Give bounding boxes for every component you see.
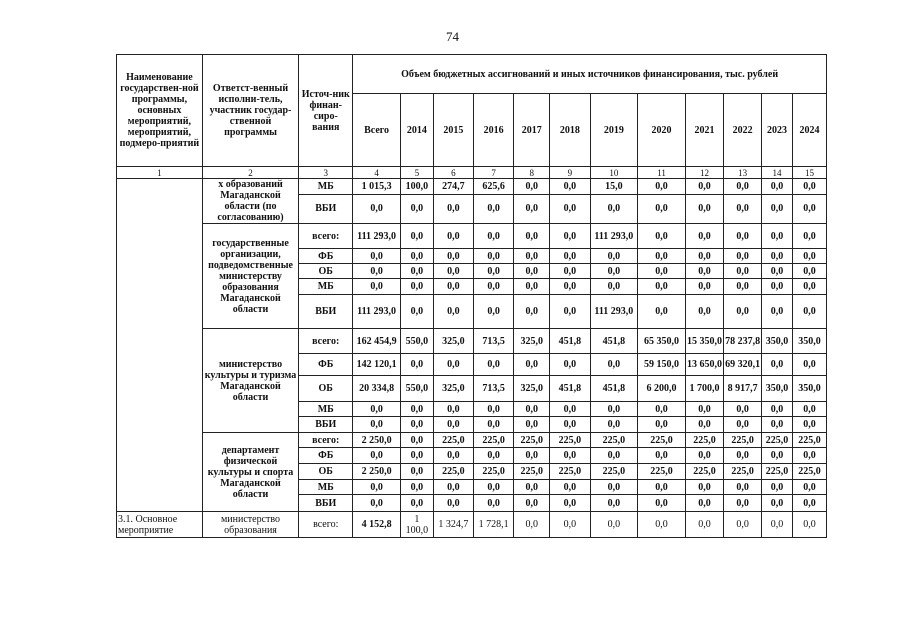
value-cell: 0,0 bbox=[792, 295, 826, 329]
value-cell: 0,0 bbox=[762, 264, 793, 279]
header-year: 2015 bbox=[433, 94, 473, 167]
value-cell: 325,0 bbox=[514, 329, 550, 354]
value-cell: 69 320,1 bbox=[724, 354, 762, 376]
value-cell: 0,0 bbox=[762, 224, 793, 249]
value-cell: 0,0 bbox=[792, 194, 826, 223]
value-cell: 0,0 bbox=[638, 512, 686, 538]
value-cell: 0,0 bbox=[638, 264, 686, 279]
value-cell: 225,0 bbox=[590, 464, 638, 480]
source-cell: МБ bbox=[299, 179, 353, 195]
value-cell: 0,0 bbox=[638, 295, 686, 329]
header-year: 2024 bbox=[792, 94, 826, 167]
header-source: Источ-ник финан-сиро-вания bbox=[299, 55, 353, 167]
value-cell: 0,0 bbox=[400, 464, 433, 480]
source-cell: МБ bbox=[299, 402, 353, 417]
value-cell: 713,5 bbox=[474, 376, 514, 402]
value-cell: 0,0 bbox=[638, 179, 686, 195]
value-cell: 0,0 bbox=[638, 402, 686, 417]
value-cell: 0,0 bbox=[762, 402, 793, 417]
executor-cell: министерство образования bbox=[202, 512, 298, 538]
column-number: 1 bbox=[117, 167, 203, 179]
value-cell: 0,0 bbox=[724, 417, 762, 433]
value-cell: 225,0 bbox=[792, 433, 826, 448]
value-cell: 0,0 bbox=[590, 480, 638, 495]
total-cell: 162 454,9 bbox=[353, 329, 401, 354]
value-cell: 0,0 bbox=[400, 433, 433, 448]
total-cell: 0,0 bbox=[353, 264, 401, 279]
value-cell: 225,0 bbox=[433, 464, 473, 480]
value-cell: 0,0 bbox=[792, 249, 826, 264]
value-cell: 0,0 bbox=[762, 194, 793, 223]
value-cell: 0,0 bbox=[724, 480, 762, 495]
column-number: 6 bbox=[433, 167, 473, 179]
value-cell: 0,0 bbox=[685, 480, 723, 495]
value-cell: 111 293,0 bbox=[590, 224, 638, 249]
executor-cell: государственные организации, подведомственные министерству образования Магаданской области bbox=[202, 224, 298, 329]
value-cell: 0,0 bbox=[474, 194, 514, 223]
executor-cell: х образований Магаданской области (по согласованию) bbox=[202, 179, 298, 224]
value-cell: 0,0 bbox=[792, 354, 826, 376]
value-cell: 0,0 bbox=[590, 495, 638, 512]
header-year: 2019 bbox=[590, 94, 638, 167]
source-cell: ФБ bbox=[299, 448, 353, 464]
value-cell: 225,0 bbox=[638, 464, 686, 480]
value-cell: 0,0 bbox=[792, 279, 826, 295]
value-cell: 0,0 bbox=[762, 495, 793, 512]
source-cell: всего: bbox=[299, 329, 353, 354]
total-cell: 0,0 bbox=[353, 480, 401, 495]
value-cell: 325,0 bbox=[433, 329, 473, 354]
page-number: 74 bbox=[446, 29, 459, 44]
header-year: 2022 bbox=[724, 94, 762, 167]
value-cell: 550,0 bbox=[400, 329, 433, 354]
total-cell: 142 120,1 bbox=[353, 354, 401, 376]
column-number: 8 bbox=[514, 167, 550, 179]
value-cell: 0,0 bbox=[792, 448, 826, 464]
value-cell: 0,0 bbox=[685, 402, 723, 417]
value-cell: 15 350,0 bbox=[685, 329, 723, 354]
column-number: 7 bbox=[474, 167, 514, 179]
value-cell: 0,0 bbox=[514, 295, 550, 329]
value-cell: 0,0 bbox=[400, 295, 433, 329]
budget-table bbox=[116, 54, 827, 538]
value-cell: 0,0 bbox=[638, 194, 686, 223]
header-executor: Ответст-венный исполни-тель, участник государ-ственной программы bbox=[202, 55, 298, 167]
value-cell: 0,0 bbox=[550, 179, 590, 195]
value-cell: 274,7 bbox=[433, 179, 473, 195]
value-cell: 0,0 bbox=[590, 279, 638, 295]
executor-cell: департамент физической культуры и спорта Магаданской области bbox=[202, 433, 298, 512]
value-cell: 0,0 bbox=[550, 480, 590, 495]
total-cell: 2 250,0 bbox=[353, 464, 401, 480]
value-cell: 0,0 bbox=[514, 279, 550, 295]
value-cell: 0,0 bbox=[400, 354, 433, 376]
value-cell: 550,0 bbox=[400, 376, 433, 402]
value-cell: 0,0 bbox=[792, 402, 826, 417]
value-cell: 0,0 bbox=[724, 179, 762, 195]
source-cell: МБ bbox=[299, 279, 353, 295]
value-cell: 0,0 bbox=[514, 224, 550, 249]
header-year: 2023 bbox=[762, 94, 793, 167]
table-body bbox=[117, 179, 827, 538]
value-cell: 0,0 bbox=[685, 495, 723, 512]
value-cell: 15,0 bbox=[590, 179, 638, 195]
total-cell: 0,0 bbox=[353, 495, 401, 512]
value-cell: 59 150,0 bbox=[638, 354, 686, 376]
value-cell: 0,0 bbox=[685, 179, 723, 195]
source-cell: всего: bbox=[299, 512, 353, 538]
value-cell: 65 350,0 bbox=[638, 329, 686, 354]
value-cell: 225,0 bbox=[474, 464, 514, 480]
value-cell: 713,5 bbox=[474, 329, 514, 354]
value-cell: 350,0 bbox=[792, 376, 826, 402]
value-cell: 0,0 bbox=[474, 295, 514, 329]
value-cell: 350,0 bbox=[762, 329, 793, 354]
value-cell: 0,0 bbox=[590, 402, 638, 417]
value-cell: 0,0 bbox=[433, 264, 473, 279]
value-cell: 0,0 bbox=[514, 417, 550, 433]
value-cell: 0,0 bbox=[400, 249, 433, 264]
value-cell: 325,0 bbox=[514, 376, 550, 402]
value-cell: 0,0 bbox=[762, 448, 793, 464]
value-cell: 0,0 bbox=[792, 224, 826, 249]
value-cell: 0,0 bbox=[685, 264, 723, 279]
value-cell: 0,0 bbox=[400, 224, 433, 249]
value-cell: 350,0 bbox=[762, 376, 793, 402]
value-cell: 0,0 bbox=[514, 179, 550, 195]
value-cell: 0,0 bbox=[550, 417, 590, 433]
value-cell: 0,0 bbox=[762, 512, 793, 538]
total-cell: 1 015,3 bbox=[353, 179, 401, 195]
value-cell: 0,0 bbox=[590, 512, 638, 538]
value-cell: 0,0 bbox=[792, 264, 826, 279]
column-number: 14 bbox=[762, 167, 793, 179]
value-cell: 0,0 bbox=[762, 480, 793, 495]
value-cell: 0,0 bbox=[474, 402, 514, 417]
value-cell: 0,0 bbox=[638, 249, 686, 264]
value-cell: 225,0 bbox=[724, 464, 762, 480]
value-cell: 0,0 bbox=[550, 354, 590, 376]
source-cell: ВБИ bbox=[299, 417, 353, 433]
column-number: 5 bbox=[400, 167, 433, 179]
value-cell: 0,0 bbox=[638, 480, 686, 495]
table-row bbox=[117, 179, 827, 195]
value-cell: 0,0 bbox=[474, 354, 514, 376]
value-cell: 0,0 bbox=[590, 417, 638, 433]
value-cell: 0,0 bbox=[400, 417, 433, 433]
value-cell: 0,0 bbox=[474, 224, 514, 249]
value-cell: 1 728,1 bbox=[474, 512, 514, 538]
source-cell: ОБ bbox=[299, 464, 353, 480]
value-cell: 0,0 bbox=[514, 512, 550, 538]
value-cell: 0,0 bbox=[638, 448, 686, 464]
value-cell: 0,0 bbox=[550, 495, 590, 512]
value-cell: 0,0 bbox=[474, 417, 514, 433]
source-cell: ФБ bbox=[299, 249, 353, 264]
value-cell: 6 200,0 bbox=[638, 376, 686, 402]
value-cell: 1 700,0 bbox=[685, 376, 723, 402]
value-cell: 0,0 bbox=[762, 249, 793, 264]
table-row bbox=[117, 433, 827, 448]
value-cell: 0,0 bbox=[474, 448, 514, 464]
value-cell: 0,0 bbox=[433, 417, 473, 433]
header-year: 2020 bbox=[638, 94, 686, 167]
value-cell: 0,0 bbox=[514, 480, 550, 495]
value-cell: 0,0 bbox=[685, 448, 723, 464]
total-cell: 0,0 bbox=[353, 194, 401, 223]
total-cell: 0,0 bbox=[353, 279, 401, 295]
header-year: 2014 bbox=[400, 94, 433, 167]
value-cell: 0,0 bbox=[724, 512, 762, 538]
total-cell: 0,0 bbox=[353, 249, 401, 264]
column-number: 9 bbox=[550, 167, 590, 179]
value-cell: 0,0 bbox=[762, 354, 793, 376]
value-cell: 0,0 bbox=[433, 279, 473, 295]
value-cell: 0,0 bbox=[590, 264, 638, 279]
source-cell: МБ bbox=[299, 480, 353, 495]
source-cell: ОБ bbox=[299, 376, 353, 402]
value-cell: 451,8 bbox=[590, 376, 638, 402]
column-number: 11 bbox=[638, 167, 686, 179]
value-cell: 0,0 bbox=[433, 480, 473, 495]
value-cell: 451,8 bbox=[550, 329, 590, 354]
program-name-cell bbox=[117, 179, 203, 512]
table-row bbox=[117, 329, 827, 354]
total-cell: 111 293,0 bbox=[353, 224, 401, 249]
executor-cell: министерство культуры и туризма Магаданской области bbox=[202, 329, 298, 433]
total-cell: 111 293,0 bbox=[353, 295, 401, 329]
value-cell: 0,0 bbox=[474, 249, 514, 264]
value-cell: 625,6 bbox=[474, 179, 514, 195]
value-cell: 111 293,0 bbox=[590, 295, 638, 329]
value-cell: 0,0 bbox=[514, 249, 550, 264]
value-cell: 0,0 bbox=[433, 224, 473, 249]
header-year: 2017 bbox=[514, 94, 550, 167]
value-cell: 225,0 bbox=[514, 433, 550, 448]
table-row bbox=[117, 512, 827, 538]
table-row bbox=[117, 224, 827, 249]
value-cell: 451,8 bbox=[590, 329, 638, 354]
value-cell: 0,0 bbox=[550, 279, 590, 295]
value-cell: 0,0 bbox=[400, 264, 433, 279]
value-cell: 0,0 bbox=[638, 279, 686, 295]
value-cell: 0,0 bbox=[514, 495, 550, 512]
value-cell: 0,0 bbox=[724, 194, 762, 223]
value-cell: 0,0 bbox=[590, 249, 638, 264]
total-cell: 4 152,8 bbox=[353, 512, 401, 538]
value-cell: 0,0 bbox=[724, 224, 762, 249]
value-cell: 0,0 bbox=[590, 448, 638, 464]
value-cell: 0,0 bbox=[724, 264, 762, 279]
value-cell: 0,0 bbox=[724, 295, 762, 329]
total-cell: 20 334,8 bbox=[353, 376, 401, 402]
header-volume: Объем бюджетных ассигнований и иных источников финансирования, тыс. рублей bbox=[353, 55, 827, 94]
value-cell: 0,0 bbox=[550, 194, 590, 223]
header-program-name: Наименование государствен-ной программы, основных мероприятий, мероприятий, подмеро-приятий bbox=[117, 55, 203, 167]
value-cell: 0,0 bbox=[514, 264, 550, 279]
source-cell: ФБ bbox=[299, 354, 353, 376]
column-numbers-row bbox=[117, 167, 827, 179]
value-cell: 0,0 bbox=[550, 448, 590, 464]
value-cell: 225,0 bbox=[590, 433, 638, 448]
value-cell: 225,0 bbox=[685, 433, 723, 448]
value-cell: 0,0 bbox=[514, 402, 550, 417]
value-cell: 0,0 bbox=[550, 224, 590, 249]
value-cell: 0,0 bbox=[762, 279, 793, 295]
value-cell: 0,0 bbox=[762, 417, 793, 433]
value-cell: 1 100,0 bbox=[400, 512, 433, 538]
value-cell: 0,0 bbox=[685, 417, 723, 433]
column-number: 13 bbox=[724, 167, 762, 179]
value-cell: 0,0 bbox=[474, 495, 514, 512]
column-number: 15 bbox=[792, 167, 826, 179]
source-cell: ВБИ bbox=[299, 194, 353, 223]
value-cell: 0,0 bbox=[685, 512, 723, 538]
value-cell: 0,0 bbox=[433, 354, 473, 376]
header-year: 2016 bbox=[474, 94, 514, 167]
column-number: 10 bbox=[590, 167, 638, 179]
value-cell: 0,0 bbox=[762, 179, 793, 195]
value-cell: 0,0 bbox=[550, 249, 590, 264]
source-cell: всего: bbox=[299, 433, 353, 448]
value-cell: 350,0 bbox=[792, 329, 826, 354]
value-cell: 0,0 bbox=[638, 417, 686, 433]
value-cell: 78 237,8 bbox=[724, 329, 762, 354]
source-cell: ВБИ bbox=[299, 495, 353, 512]
value-cell: 225,0 bbox=[762, 464, 793, 480]
value-cell: 0,0 bbox=[792, 179, 826, 195]
total-cell: 0,0 bbox=[353, 448, 401, 464]
value-cell: 0,0 bbox=[433, 448, 473, 464]
value-cell: 325,0 bbox=[433, 376, 473, 402]
value-cell: 0,0 bbox=[685, 295, 723, 329]
value-cell: 0,0 bbox=[638, 224, 686, 249]
column-number: 12 bbox=[685, 167, 723, 179]
column-number: 3 bbox=[299, 167, 353, 179]
value-cell: 0,0 bbox=[433, 249, 473, 264]
value-cell: 0,0 bbox=[685, 279, 723, 295]
value-cell: 0,0 bbox=[762, 295, 793, 329]
total-cell: 0,0 bbox=[353, 417, 401, 433]
value-cell: 0,0 bbox=[400, 279, 433, 295]
value-cell: 0,0 bbox=[400, 402, 433, 417]
value-cell: 0,0 bbox=[724, 448, 762, 464]
value-cell: 0,0 bbox=[550, 264, 590, 279]
value-cell: 1 324,7 bbox=[433, 512, 473, 538]
value-cell: 0,0 bbox=[433, 495, 473, 512]
value-cell: 0,0 bbox=[792, 417, 826, 433]
total-cell: 2 250,0 bbox=[353, 433, 401, 448]
value-cell: 0,0 bbox=[792, 495, 826, 512]
source-cell: всего: bbox=[299, 224, 353, 249]
value-cell: 0,0 bbox=[724, 402, 762, 417]
value-cell: 0,0 bbox=[433, 194, 473, 223]
value-cell: 0,0 bbox=[474, 264, 514, 279]
value-cell: 0,0 bbox=[550, 402, 590, 417]
value-cell: 0,0 bbox=[724, 279, 762, 295]
header-year: 2018 bbox=[550, 94, 590, 167]
value-cell: 225,0 bbox=[514, 464, 550, 480]
value-cell: 0,0 bbox=[433, 295, 473, 329]
value-cell: 100,0 bbox=[400, 179, 433, 195]
value-cell: 0,0 bbox=[685, 249, 723, 264]
value-cell: 0,0 bbox=[400, 194, 433, 223]
source-cell: ВБИ bbox=[299, 295, 353, 329]
header-total: Всего bbox=[353, 94, 401, 167]
value-cell: 0,0 bbox=[685, 224, 723, 249]
value-cell: 0,0 bbox=[590, 354, 638, 376]
value-cell: 225,0 bbox=[685, 464, 723, 480]
value-cell: 451,8 bbox=[550, 376, 590, 402]
column-number: 2 bbox=[202, 167, 298, 179]
value-cell: 225,0 bbox=[550, 433, 590, 448]
value-cell: 0,0 bbox=[514, 194, 550, 223]
header-year: 2021 bbox=[685, 94, 723, 167]
value-cell: 0,0 bbox=[514, 448, 550, 464]
value-cell: 0,0 bbox=[724, 249, 762, 264]
value-cell: 0,0 bbox=[474, 279, 514, 295]
value-cell: 0,0 bbox=[514, 354, 550, 376]
value-cell: 0,0 bbox=[724, 495, 762, 512]
value-cell: 0,0 bbox=[400, 448, 433, 464]
value-cell: 0,0 bbox=[474, 480, 514, 495]
value-cell: 0,0 bbox=[400, 480, 433, 495]
value-cell: 8 917,7 bbox=[724, 376, 762, 402]
value-cell: 225,0 bbox=[433, 433, 473, 448]
value-cell: 13 650,0 bbox=[685, 354, 723, 376]
total-cell: 0,0 bbox=[353, 402, 401, 417]
source-cell: ОБ bbox=[299, 264, 353, 279]
value-cell: 225,0 bbox=[474, 433, 514, 448]
value-cell: 0,0 bbox=[792, 512, 826, 538]
value-cell: 0,0 bbox=[550, 295, 590, 329]
value-cell: 0,0 bbox=[638, 495, 686, 512]
value-cell: 225,0 bbox=[724, 433, 762, 448]
value-cell: 225,0 bbox=[792, 464, 826, 480]
value-cell: 0,0 bbox=[400, 495, 433, 512]
column-number: 4 bbox=[353, 167, 401, 179]
value-cell: 0,0 bbox=[550, 512, 590, 538]
value-cell: 0,0 bbox=[433, 402, 473, 417]
value-cell: 225,0 bbox=[638, 433, 686, 448]
program-name-cell: 3.1. Основное мероприятие bbox=[117, 512, 203, 538]
value-cell: 225,0 bbox=[762, 433, 793, 448]
value-cell: 225,0 bbox=[550, 464, 590, 480]
value-cell: 0,0 bbox=[685, 194, 723, 223]
value-cell: 0,0 bbox=[792, 480, 826, 495]
value-cell: 0,0 bbox=[590, 194, 638, 223]
